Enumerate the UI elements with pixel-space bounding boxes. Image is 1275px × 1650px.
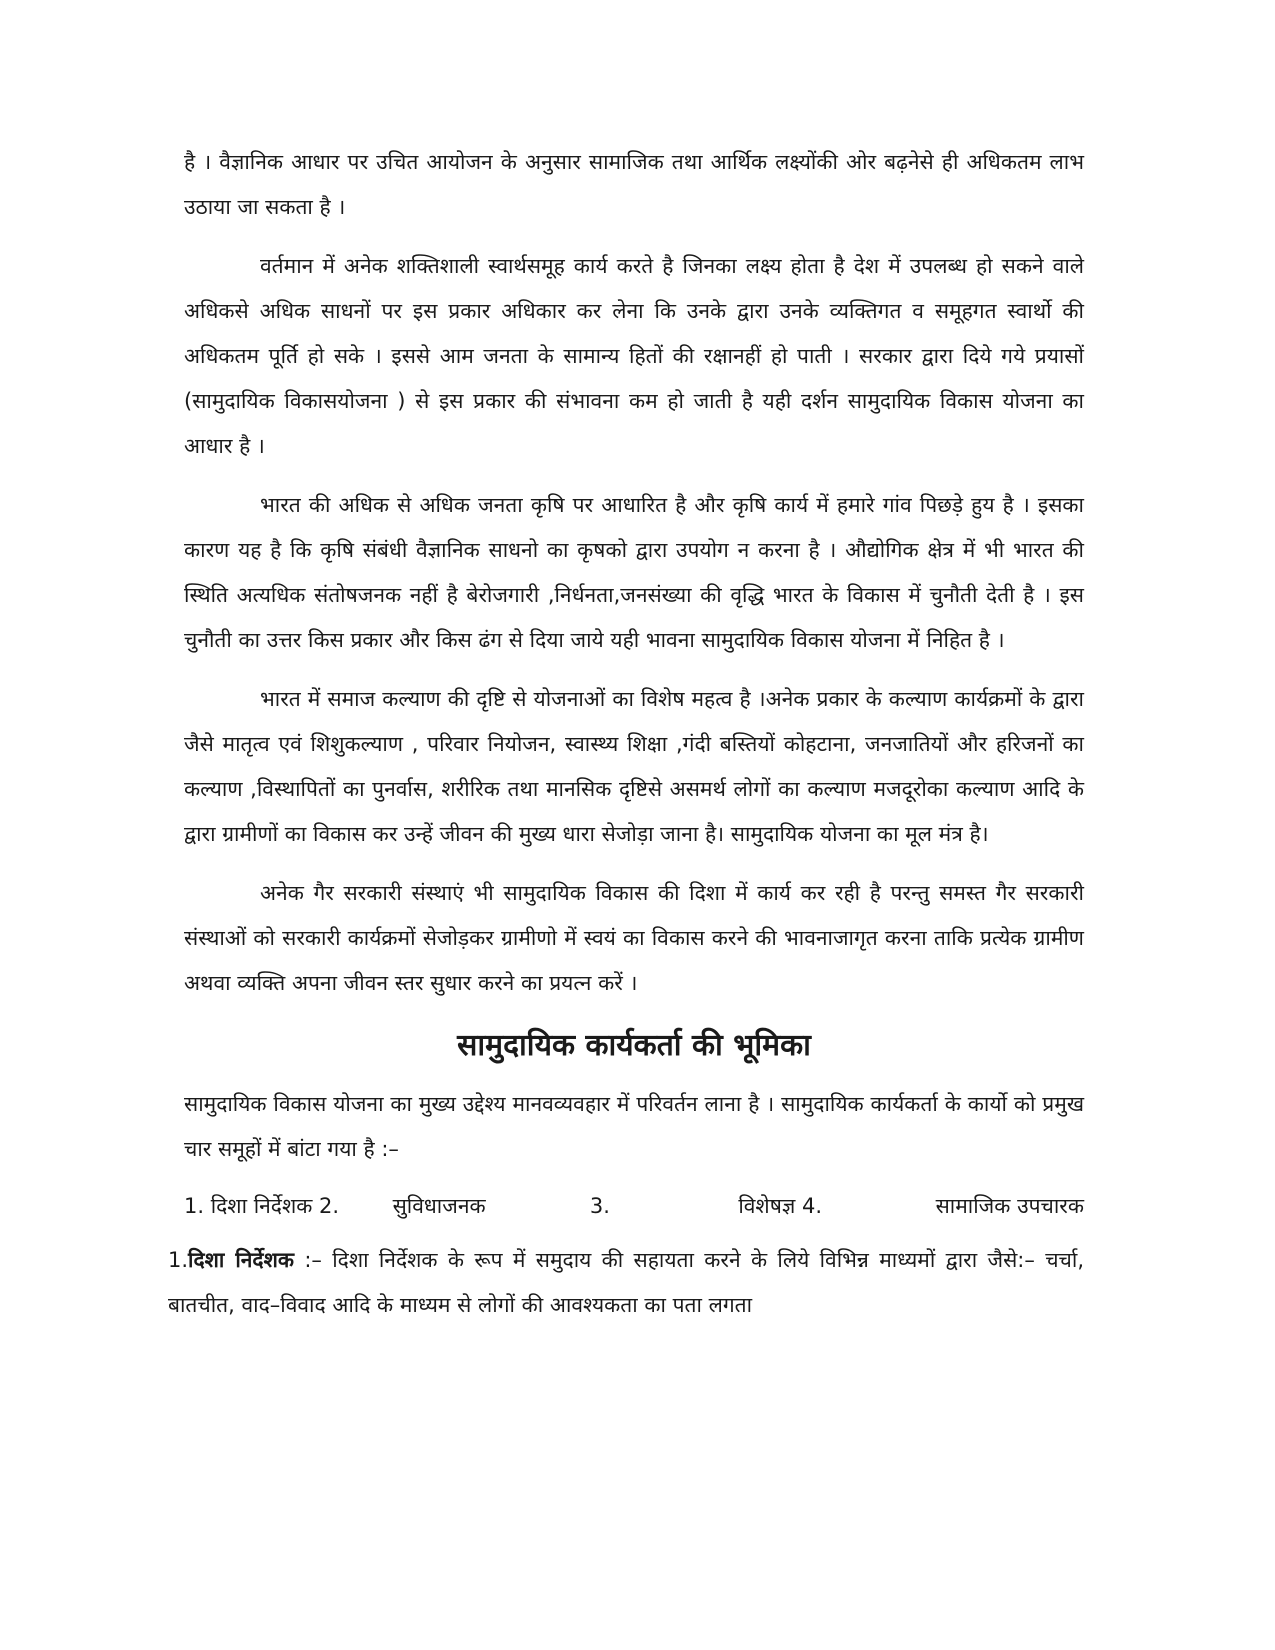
section-heading: सामुदायिक कार्यकर्ता की भूमिका [457, 1028, 811, 1063]
intro-paragraph: सामुदायिक विकास योजना का मुख्य उद्देश्य मानवव्यवहार में परिवर्तन लाना है । सामुदायिक कार्यकर्ता के कार्यो को प्रमुख चार समूहों में बांटा गया है :– [184, 1092, 1084, 1161]
paragraph-4: भारत में समाज कल्याण की दृष्टि से योजनाओं का विशेष महत्व है ।अनेक प्रकार के कल्याण कार्यक्रमों के द्वारा जैसे मातृत्व एवं शिशुकल्याण , परिवार नियोजन, स्वास्थ्य शिक्षा ,गंदी बस्तियों कोहटाना, जनजातियों और हरिजनों का कल्याण ,विस्थापितों का पुनर्वास, शरीरिक तथा मानसिक दृष्टिसे असमर्थ लोगों का कल्याण मजदूरोका कल्याण आदि के द्वारा ग्रामीणों का विकास कर उन्हें जीवन की मुख्य धारा सेजोड़ा जाना है। सामुदायिक योजना का मूल मंत्र है। [184, 687, 1084, 846]
roles-list-item: सुविधाजनक [392, 1194, 486, 1218]
roles-list-item: 1. दिशा निर्देशक 2. [184, 1194, 340, 1218]
roles-list-item: सामाजिक उपचारक [935, 1194, 1084, 1218]
paragraph-2: वर्तमान में अनेक शक्तिशाली स्वार्थसमूह कार्य करते है जिनका लक्ष्य होता है देश में उपलब्ध हो सकने वाले अधिकसे अधिक साधनों पर इस प्रकार अधिकार कर लेना कि उनके द्वारा उनके व्यक्तिगत व समूहगत स्वार्थो की अधिकतम पूर्ति हो सके । इससे आम जनता के सामान्य हितों की रक्षानहीं हो पाती । सरकार द्वारा दिये गये प्रयासों (सामुदायिक विकासयोजना ) से इस प्रकार की संभावना कम हो जाती है यही दर्शन सामुदायिक विकास योजना का आधार है । [184, 254, 1084, 458]
roles-list [184, 1186, 1084, 1226]
paragraph-3: भारत की अधिक से अधिक जनता कृषि पर आधारित है और कृषि कार्य में हमारे गांव पिछड़े हुय है । इसका कारण यह है कि कृषि संबंधी वैज्ञानिक साधनो का कृषको द्वारा उपयोग न करना है । औद्योगिक क्षेत्र में भी भारत की स्थिति अत्यधिक संतोषजनक नहीं है बेरोजगारी ,निर्धनता,जनसंख्या की वृद्धि भारत के विकास में चुनौती देती है । इस चुनौती का उत्तर किस प्रकार और किस ढंग से दिया जाये यही भावना सामुदायिक विकास योजना में निहित है । [184, 493, 1084, 652]
document-body [168, 140, 1084, 1342]
paragraph-1: है । वैज्ञानिक आधार पर उचित आयोजन के अनुसार सामाजिक तथा आर्थिक लक्ष्योंकी ओर बढ़नेसे ही अधिकतम लाभ उठाया जा सकता है । [184, 150, 1084, 219]
roles-list-item: विशेषज्ञ 4. [738, 1194, 823, 1218]
paragraph-5: अनेक गैर सरकारी संस्थाएं भी सामुदायिक विकास की दिशा में कार्य कर रही है परन्तु समस्त गैर सरकारी संस्थाओं को सरकारी कार्यक्रमों सेजोड़कर ग्रामीणो में स्वयं का विकास करने की भावनाजागृत करना ताकि प्रत्येक ग्रामीण अथवा व्यक्ति अपना जीवन स्तर सुधार करने का प्रयत्न करें । [184, 881, 1084, 995]
roles-list-item: 3. [589, 1194, 610, 1218]
section-1-title: दिशा निर्देशक [188, 1248, 294, 1272]
section-1-paragraph [168, 1238, 1084, 1328]
section-1-text: :– दिशा निर्देशक के रूप में समुदाय की सहायता करने के लिये विभिन्न माध्यमों द्वारा जैसे:– चर्चा, बातचीत, वाद–विवाद आदि के माध्यम से लोगों की आवश्यकता का पता लगता [168, 1248, 1084, 1317]
section-1-number: 1. [168, 1248, 189, 1272]
